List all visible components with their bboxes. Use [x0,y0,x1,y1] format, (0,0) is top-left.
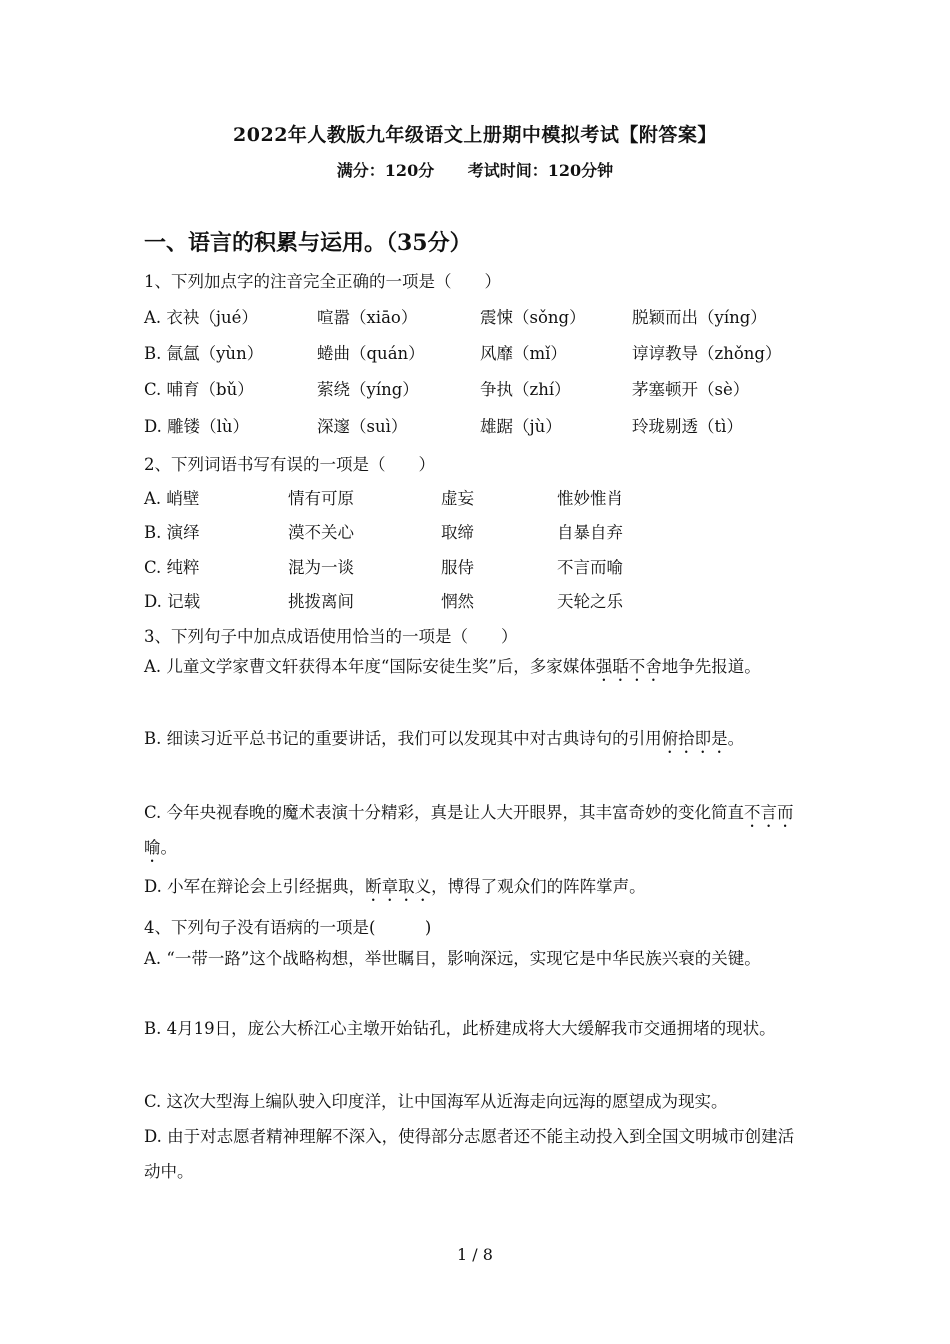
q1-stem: 1、下列加点字的注音完全正确的一项是（ ） [144,272,501,291]
q3-b-text: B. 细读习近平总书记的重要讲话，我们可以发现其中对古典诗句的引用 [144,729,662,748]
q1-cell: 雄踞（jù） [480,417,562,436]
q4-stem: 4、下列句子没有语病的一项是( ) [144,918,432,937]
q3-c-tail: 。 [160,838,177,857]
q4-option-a: A. “一带一路”这个战略构想，举世瞩目，影响深远，实现它是中华民族兴衰的关键。 [144,949,761,968]
q1-cell: 风靡（mǐ） [480,344,567,363]
q1-cell: 深邃（suì） [317,417,408,436]
q1-cell: A. 衣袂（jué） [144,308,258,327]
q2-cell: 服侍 [441,558,474,577]
q4-option-d: D. 由于对志愿者精神理解不深入，使得部分志愿者还不能主动投入到全国文明城市创建活动中。 [144,1127,795,1181]
q2-cell: A. 峭壁 [144,489,200,508]
q3-option-a [144,650,810,685]
q1-cell: 震悚（sǒng） [480,308,586,327]
q3-stem: 3、下列句子中加点成语使用恰当的一项是（ ） [144,627,518,646]
q2-cell: 自暴自弃 [557,523,623,542]
q2-cell: 不言而喻 [557,558,623,577]
q2-cell: 取缔 [441,523,474,542]
q3-a-text: A. 儿童文学家曹文轩获得本年度“国际安徒生奖”后，多家媒体 [144,657,596,676]
q3-c-text: C. 今年央视春晚的魔术表演十分精彩，真是让人大开眼界，其丰富奇妙的变化简直 [144,803,745,822]
q1-cell: 蜷曲（quán） [317,344,425,363]
q2-cell: 混为一谈 [288,558,354,577]
q3-d-text: D. 小军在辩论会上引经据典， [144,877,366,896]
q2-cell: 天轮之乐 [557,592,623,611]
q3-b-tail: 。 [727,729,745,748]
q3-a-idiom: 强聒不舍 [595,657,662,676]
q3-b-idiom: 俯拾即是 [661,729,728,748]
q2-cell: 情有可原 [288,489,354,508]
q2-cell: 挑拨离间 [288,592,354,611]
q1-cell: C. 哺育（bǔ） [144,380,254,399]
exam-time: 考试时间：120分钟 [467,161,614,180]
q1-cell: 谆谆教导（zhǒng） [632,344,782,363]
q1-cell: 玲珑剔透（tì） [632,417,743,436]
full-score: 满分：120分 [336,161,435,180]
q3-option-b [144,722,810,757]
q3-d-idiom: 断章取义 [365,877,432,896]
q1-cell: 脱颖而出（yíng） [632,308,767,327]
exam-info [0,158,950,181]
q1-cell: 喧嚣（xiāo） [317,308,418,327]
q1-cell: 萦绕（yíng） [317,380,419,399]
q3-c-idiom: 不言而喻 [144,803,794,857]
page-title: 2022年人教版九年级语文上册期中模拟考试【附答案】 [233,124,717,146]
q3-option-c [144,796,810,866]
q3-d-tail: ，博得了观众们的阵阵掌声。 [431,877,646,896]
q2-cell: C. 纯粹 [144,558,200,577]
q4-option-c: C. 这次大型海上编队驶入印度洋，让中国海军从近海走向远海的愿望成为现实。 [144,1092,728,1111]
q2-cell: 惘然 [441,592,474,611]
section-heading: 一、语言的积累与运用。（35分） [144,230,472,256]
q2-cell: B. 演绎 [144,523,200,542]
q1-cell: 争执（zhí） [480,380,571,399]
q2-cell: 漠不关心 [288,523,354,542]
q2-stem: 2、下列词语书写有误的一项是（ ） [144,455,435,474]
page-number: 1 / 8 [457,1245,493,1264]
q1-cell: D. 雕镂（lù） [144,417,250,436]
q2-cell: D. 记载 [144,592,201,611]
q1-cell: 茅塞顿开（sè） [632,380,750,399]
q2-cell: 虚妄 [441,489,474,508]
q3-option-d [144,870,810,905]
q4-option-b: B. 4月19日，庞公大桥江心主墩开始钻孔，此桥建成将大大缓解我市交通拥堵的现状。 [144,1019,776,1038]
q3-a-tail: 地争先报道。 [661,657,761,676]
q1-cell: B. 氤氲（yùn） [144,344,264,363]
q2-cell: 惟妙惟肖 [557,489,623,508]
